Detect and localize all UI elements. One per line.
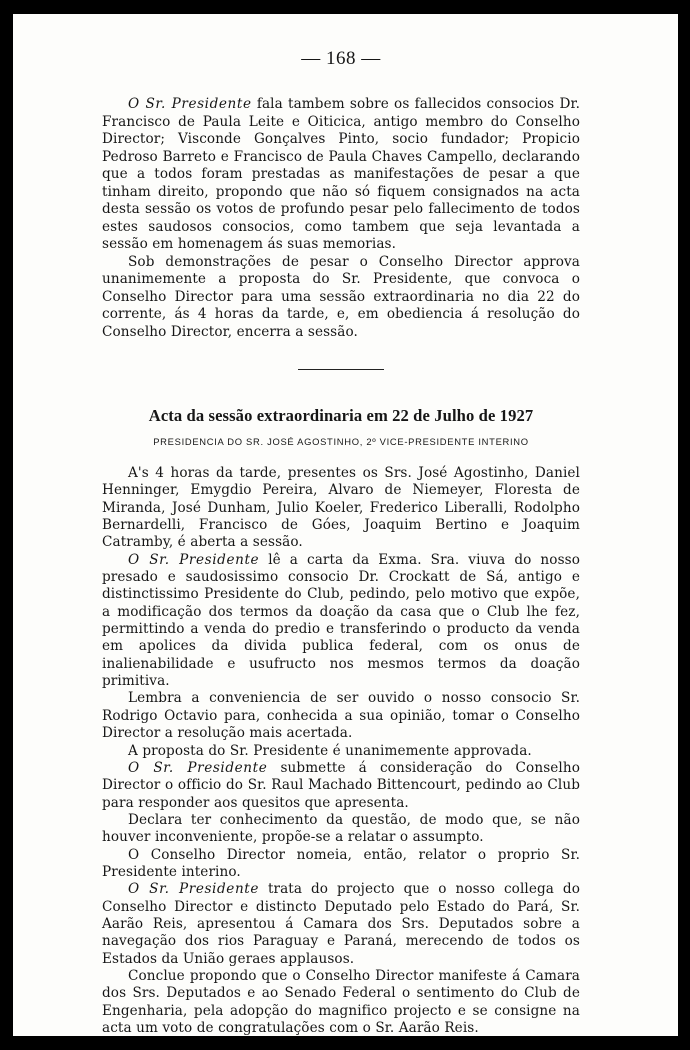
paragraph [102,96,580,254]
paragraph [102,254,580,342]
speaker-label: O Sr. Presidente [128,759,268,776]
page-number: — 168 — [301,48,381,69]
paragraph-text: trata do projecto que o nosso collega do Conselho Director e distincto Deputado pelo Estado do Pará, Sr. Aarão Reis, apresentou á Camara dos Srs. Deputados sobre a navegação dos rios Paraguay e Paraná, merecendo de todos os Estados da União geraes applausos. [102,881,581,967]
previous-minutes-section [102,96,580,341]
paragraph-text: submette á consideração do Conselho Director o officio do Sr. Raul Machado Bittencourt, pedindo ao Club para responder aos quesitos que apresenta. [102,759,580,811]
paragraph-text: Declara ter conhecimento da questão, de modo que, se não houver inconveniente, propõe-se a relatar o assumpto. [102,811,580,846]
paragraph [102,812,580,847]
section-title: Acta da sessão extraordinaria em 22 de Julho de 1927 [148,406,534,425]
paragraph-text: fala tambem sobre os fallecidos consocios Dr. Francisco de Paula Leite e Oiticica, antigo membro do Conselho Director; Visconde Gonçalves Pinto, socio fundador; Propicio Pedroso Barreto e Francisco de Paula Chaves Campello, declarando que a todos foram prestadas as manifestações de pesar a que tinham direito, propondo que não só fiquem consignados na acta desta sessão os votos de profundo pesar pelo fallecimento de todos estes saudosos consocios, como tambem que seja levantada a sessão em homenagem ás suas memorias. [102,96,580,252]
paragraph [102,743,580,760]
paragraph [102,847,580,882]
paragraph-text: lê a carta da Exma. Sra. viuva do nosso presado e saudosissimo consocio Dr. Crockatt de Sá, antigo e distinctissimo Presidente do Club, pedindo, pelo motivo que expõe, a modificação dos termos da doação da casa que o Club lhe fez, permittindo a venda do predio e transferindo o producto da venda em apolices da divida publica federal, com os onus de inalienabilidade e usufructo nos mesmos termos da doação primitiva. [102,551,580,690]
extraordinary-minutes-section [102,406,580,1037]
paragraph [102,552,580,691]
paragraph [102,465,580,552]
speaker-label: O Sr. Presidente [128,551,260,568]
paragraph [102,968,580,1037]
paragraph-text: Conclue propondo que o Conselho Director manifeste á Camara dos Srs. Deputados e ao Senado Federal o sentimento do Club de Engenharia, pela adopção do magnifico projecto e se consigne na acta um voto de congratulações com o Sr. Aarão Reis. [102,967,580,1036]
paragraph-text: O Conselho Director nomeia, então, relator o proprio Sr. Presidente interino. [102,846,580,880]
paragraph-text: Lembra a conveniencia de ser ouvido o nosso consocio Sr. Rodrigo Octavio para, conhecida a sua opinião, tomar o Conselho Director a resolução mais acertada. [102,690,580,742]
paragraph-text: Sob demonstrações de pesar o Conselho Director approva unanimemente a proposta do Sr. Presidente, que convoca o Conselho Director para uma sessão extraordinaria no dia 22 do corrente, ás 4 horas da tarde, e, em obediencia á resolução do Conselho Director, encerra a sessão. [102,253,580,340]
paragraph [102,690,580,742]
section-divider [298,369,384,370]
paragraph-text: A's 4 horas da tarde, presentes os Srs. José Agostinho, Daniel Henninger, Emygdio Pereira, Alvaro de Niemeyer, Floresta de Miranda, José Dunham, Julio Koeler, Frederico Liberalli, Rodolpho Bernardelli, Francisco de Góes, Joaquim Bertino e Joaquim Catramby, é aberta a sessão. [102,465,580,551]
document-page [102,48,580,1037]
paragraph-text: A proposta do Sr. Presidente é unanimemente approvada. [128,742,532,759]
speaker-label: O Sr. Presidente [128,96,252,112]
paragraph [102,881,580,968]
paragraph [102,760,580,812]
speaker-label: O Sr. Presidente [128,881,260,898]
presidency-line: PRESIDENCIA DO SR. JOSÉ AGOSTINHO, 2º VICE-PRESIDENTE INTERINO [153,436,529,447]
